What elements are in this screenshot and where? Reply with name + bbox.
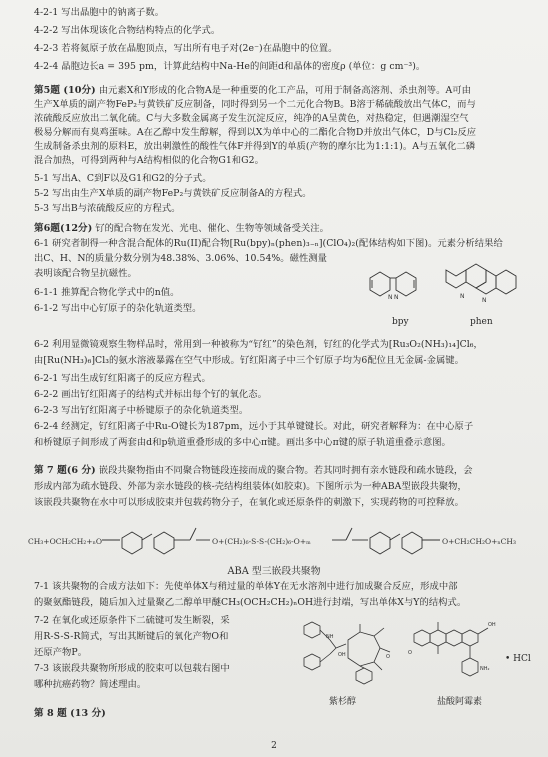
q7-2-text: 还原产物P。 <box>34 647 88 658</box>
q6-1: 6-1 研究者制得一种含混合配体的Ru(II)配合物[Ru(bpy)ₙ(phen)₃₋ₙ](ClO₄)₂(配体结构如下图)。元素分析结果给 <box>34 238 503 249</box>
svg-text:O: O <box>386 654 390 660</box>
q7-1-text: 的聚氨酯链段，随后加入过量聚乙二醇单甲醚CH₃(OCH₂CH₂)ₙOH进行封端，写出单体X与Y的结构式。 <box>34 597 467 608</box>
problem-5-text: 生产X单质的副产物FeP₂与黄铁矿反应制备，同时得到另一个二元化合物B。B溶于稀硫酸放出气体C，而与 <box>34 99 476 110</box>
q7-1: 7-1 该共聚物的合成方法如下：先使单体X与稍过量的单体Y在无水溶剂中进行加成聚合反应，形成中部 <box>34 581 458 592</box>
q7-3-text: 哪种抗癌药物？简述理由。 <box>34 679 147 690</box>
q6-2-2: 6-2-2 画出钌红阳离子的结构式并标出每个钌的氧化态。 <box>34 389 267 400</box>
phen-label: phen <box>470 317 493 327</box>
q6-2-text: 由[Ru(NH₃)₆]Cl₃的氨水溶液暴露在空气中形成。钌红阳离子中三个钌原子均为6配位且无金属-金属键。 <box>34 355 464 366</box>
polymer-left-end: CH₃+OCH₂CH₂+ₙO <box>28 537 102 546</box>
q6-2-4: 6-2-4 经测定，钌红阳离子中Ru-O键长为187pm，远小于其单键键长。对此，研究者解释为：在中心原子 <box>34 421 474 432</box>
q5-3: 5-3 写出B与浓硫酸反应的方程式。 <box>34 203 181 214</box>
polymer-right-end: O+CH₂CH₂O+ₙCH₃ <box>442 537 516 546</box>
problem-7-text: 该嵌段共聚物在水中可以形成胶束并包载药物分子，在氧化或还原条件的刺激下，实现药物的可控释放。 <box>34 497 464 508</box>
q6-2-3: 6-2-3 写出钌红阳离子中桥键原子的杂化轨道类型。 <box>34 405 249 416</box>
polymer-drawing <box>28 514 524 560</box>
q5-1: 5-1 写出A、C到F以及G1和G2的分子式。 <box>34 173 212 184</box>
q6-1-2: 6-1-2 写出中心钌原子的杂化轨道类型。 <box>34 303 202 314</box>
hcl-label: • HCl <box>505 654 531 664</box>
q6-2-1: 6-2-1 写出生成钌红阳离子的反应方程式。 <box>34 373 211 384</box>
svg-text:OH: OH <box>488 622 496 628</box>
doxorubicin-structure <box>404 614 508 694</box>
q6-1-text: 表明该配合物呈抗磁性。 <box>34 268 137 279</box>
problem-5-heading: 第5题 (10分) <box>34 85 96 96</box>
q6-2: 6-2 利用显微镜观察生物样品时，常用到一种被称为“钌红”的染色剂，钌红的化学式为[Ru₃O₂(NH₃)₁₄]Cl₆， <box>34 339 483 350</box>
problem-7-text: 形成内部为疏水链段、外部为亲水链段的核-壳结构组装体(如胶束)。下图所示为一种ABA型嵌段共聚物， <box>34 481 467 492</box>
svg-text:NH₂: NH₂ <box>480 666 490 672</box>
q6-2-4-text: 和桥键原子间形成了两套由d和p轨道重叠形成的多中心π键。画出多中心π键的原子轨道重叠示意图。 <box>34 437 451 448</box>
svg-text:NH: NH <box>326 634 334 640</box>
bpy-label: bpy <box>392 317 409 327</box>
problem-5-text: 混合加热，可得到两种与A结构相似的化合物G1和G2。 <box>34 155 264 166</box>
paclitaxel-label: 紫杉醇 <box>329 697 357 707</box>
problem-8-heading: 第 8 题 (13 分) <box>34 708 106 719</box>
q4-2-2: 4-2-2 写出体现该化合物结构特点的化学式。 <box>34 25 221 36</box>
problem-6-intro: 第6题(12分) 钌的配合物在发光、光电、催化、生物等领域备受关注。 <box>34 223 329 234</box>
problem-5-text: 极易分解而有臭鸡蛋味。A在乙醇中发生醇解，得到以X为单中心的二酯化合物D并放出气体C，D与Cl₂反应 <box>34 127 477 138</box>
problem-5-intro: 第5题 (10分) 由元素X和Y形成的化合物A是一种重要的化工产品，可用于制备高溶剂、杀虫剂等。A可由 <box>34 85 471 96</box>
q6-1-text: 出C、H、N的质量分数分别为48.38%、3.06%、10.54%。磁性测量 <box>34 253 328 264</box>
q7-3: 7-3 该嵌段共聚物所形成的胶束可以包载右图中 <box>34 663 230 674</box>
polymer-structure <box>28 514 524 560</box>
problem-5-text: 浓硫酸反应放出二氧化硫。C与大多数金属离子发生沉淀反应，纯净的A呈黄色，对热稳定，但遇潮湿空气 <box>34 113 469 124</box>
svg-text:OH: OH <box>338 652 346 658</box>
q7-2: 7-2 在氧化或还原条件下二硫键可发生断裂，采 <box>34 615 230 626</box>
svg-text:N: N <box>460 293 465 300</box>
q4-2-4: 4-2-4 晶胞边长a = 395 pm，计算此结构中Na-He的间距d和晶体的密度ρ (单位：g cm⁻³)。 <box>34 61 426 72</box>
q4-2-1: 4-2-1 写出晶胞中的钠离子数。 <box>34 7 165 18</box>
phen-structure <box>440 258 520 310</box>
paclitaxel-structure <box>290 614 400 694</box>
svg-text:N: N <box>482 297 487 304</box>
svg-text:N: N <box>394 294 399 301</box>
problem-6-heading: 第6题(12分) <box>34 223 93 234</box>
svg-text:N: N <box>388 294 393 301</box>
q4-2-3: 4-2-3 若将氦原子放在晶胞顶点，写出所有电子对(2e⁻)在晶胞中的位置。 <box>34 43 338 54</box>
bpy-structure <box>362 262 436 308</box>
svg-text:O: O <box>408 650 412 656</box>
q7-2-text: 用R-S-S-R简式，写出其断键后的氧化产物O和 <box>34 631 229 642</box>
page-number: 2 <box>271 741 277 751</box>
paclitaxel-drawing <box>290 614 400 694</box>
q5-2: 5-2 写出由生产X单质的副产物FeP₂与黄铁矿反应制备A的方程式。 <box>34 188 312 199</box>
bpy-drawing <box>362 262 436 308</box>
problem-7-heading: 第 7 题(6 分) <box>34 465 96 476</box>
problem-5-text: 生成制备杀虫剂的原料E，放出刺激性的酸性气体F并得到Y的单质(产物的摩尔比为1:1:1)。A与五氧化二磷 <box>34 141 476 152</box>
polymer-middle: O+(CH₂)₆-S-S-(CH₂)₆-O+ₘ <box>212 537 311 546</box>
doxorubicin-label: 盐酸阿霉素 <box>437 697 483 707</box>
q6-1-1: 6-1-1 推算配合物化学式中的n值。 <box>34 287 180 298</box>
polymer-caption: ABA 型三嵌段共聚物 <box>227 566 321 577</box>
phen-drawing <box>440 258 520 310</box>
problem-7-intro: 第 7 题(6 分) 嵌段共聚物指由不同聚合物链段连接而成的聚合物。若其同时拥有亲水链段和疏水链段，会 <box>34 465 473 476</box>
doxorubicin-drawing <box>404 614 508 694</box>
